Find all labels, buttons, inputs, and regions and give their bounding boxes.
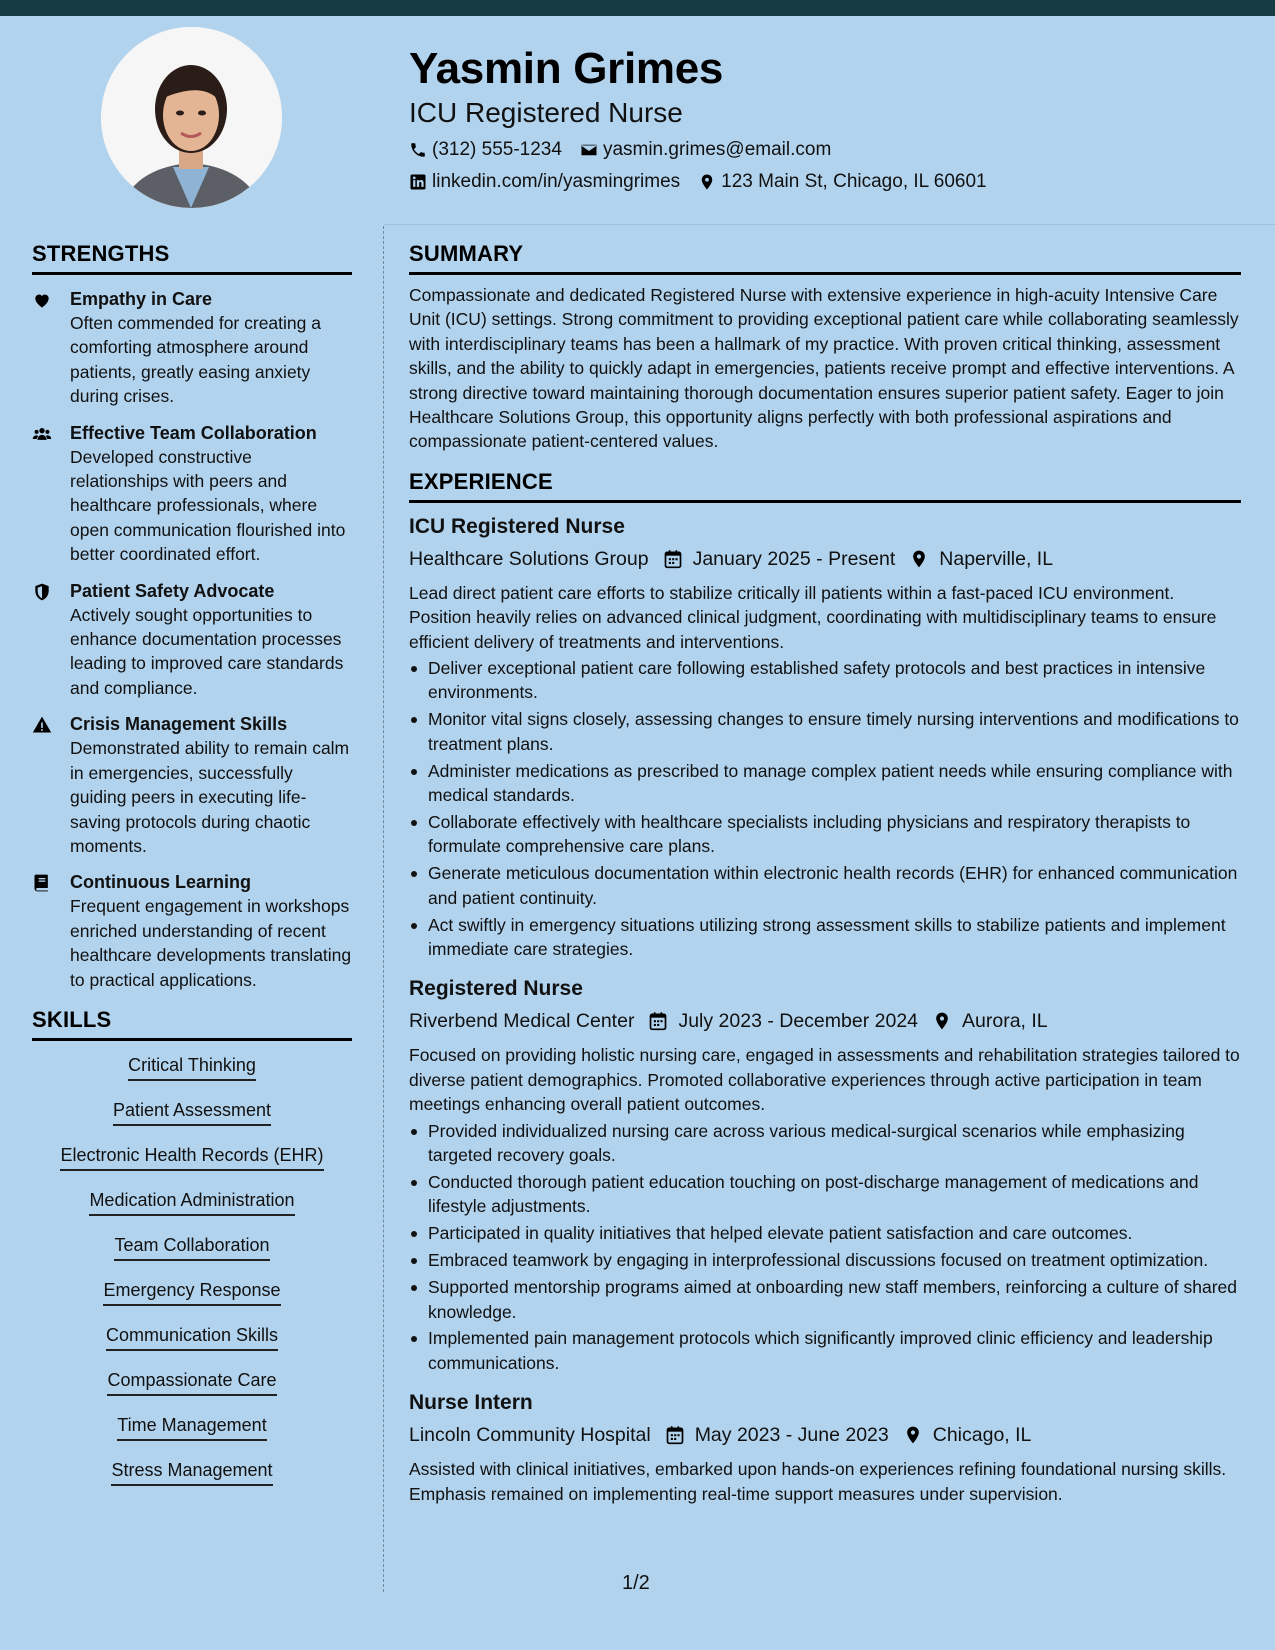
job-bullet: Deliver exceptional patient care following established safety protocols and best practices in intensive environments. [409,656,1241,705]
candidate-name: Yasmin Grimes [409,44,724,93]
job-bullets [409,1119,1241,1376]
linkedin-icon [409,173,427,191]
linkedin-text[interactable]: linkedin.com/in/yasmingrimes [432,171,681,192]
skill-item: Compassionate Care [107,1368,276,1396]
job-company: Lincoln Community Hospital [409,1424,651,1447]
job-dates: May 2023 - June 2023 [694,1424,889,1447]
skill-item: Team Collaboration [114,1233,269,1261]
job-location: Naperville, IL [939,547,1054,570]
profile-photo [101,27,282,208]
strength-item [32,870,352,992]
address-text: 123 Main St, Chicago, IL 60601 [721,171,987,192]
page-number: 1/2 [622,1572,650,1594]
calendar-icon [665,1425,685,1445]
job-entry [409,513,1241,962]
job-bullet: Collaborate effectively with healthcare specialists including physicians and respiratory therapists to formulate comprehensive care plans. [409,810,1241,859]
strength-desc: Frequent engagement in workshops enriched understanding of recent healthcare developments translating to practical applications. [70,896,352,990]
map-pin-icon [909,549,929,569]
skill-item: Communication Skills [106,1323,278,1351]
strength-item [32,287,352,409]
strength-item [32,421,352,567]
job-bullet: Act swiftly in emergency situations utilizing strong assessment skills to stabilize patients and implement immediate care strategies. [409,913,1241,962]
phone-contact [409,139,562,161]
job-dates: January 2025 - Present [692,547,896,570]
strength-title: Continuous Learning [70,872,251,893]
linkedin-contact[interactable] [409,171,680,193]
skills-heading: SKILLS [32,1006,352,1041]
strength-title: Patient Safety Advocate [70,580,275,601]
book-icon [32,873,52,893]
job-bullet: Generate meticulous documentation within electronic health records (EHR) for enhanced communication and patient continuity. [409,861,1241,910]
contact-row-1 [409,138,1229,162]
job-location-wrap [903,1421,1032,1449]
skill-item: Electronic Health Records (EHR) [60,1143,323,1171]
job-bullet: Supported mentorship programs aimed at onboarding new staff members, reinforcing a culture of shared knowledge. [409,1275,1241,1324]
header-divider [384,224,1275,225]
shield-icon [32,582,52,602]
job-role: ICU Registered Nurse [409,514,625,538]
skill-item: Time Management [117,1413,266,1441]
job-meta [409,1421,1241,1449]
skill-item: Patient Assessment [113,1098,271,1126]
job-dates-wrap [648,1007,918,1035]
strengths-heading: STRENGTHS [32,240,352,275]
job-location: Aurora, IL [962,1010,1048,1033]
phone-icon [409,141,427,159]
strength-desc: Often commended for creating a comforting atmosphere around patients, greatly easing anxiety during crises. [70,313,321,407]
job-bullet: Monitor vital signs closely, assessing changes to ensure timely nursing interventions and modifications to treatment plans. [409,707,1241,756]
job-bullet: Implemented pain management protocols which significantly improved clinic efficiency and leadership communications. [409,1326,1241,1375]
phone-text: (312) 555-1234 [432,139,562,160]
calendar-icon [648,1011,668,1031]
job-entry [409,975,1241,1375]
strength-title: Effective Team Collaboration [70,422,317,443]
skill-item: Emergency Response [103,1278,280,1306]
calendar-icon [663,549,683,569]
skills-list [32,1053,352,1503]
candidate-title: ICU Registered Nurse [409,97,683,128]
skill-item: Medication Administration [89,1188,294,1216]
job-location-wrap [932,1007,1048,1035]
address-contact [698,171,986,193]
job-description: Assisted with clinical initiatives, embarked upon hands-on experiences refining foundational nursing skills. Emphasis remained on implementing real-time support measures under supervision. [409,1459,1227,1504]
job-bullet: Administer medications as prescribed to manage complex patient needs while ensuring compliance with medical standards. [409,759,1241,808]
contact-row-2 [409,170,1229,194]
users-icon [32,424,52,444]
email-contact[interactable] [580,139,831,161]
map-pin-icon [903,1425,923,1445]
strength-desc: Actively sought opportunities to enhance documentation processes leading to improved care standards and compliance. [70,604,344,698]
job-role: Registered Nurse [409,977,583,1001]
job-dates-wrap [663,545,896,573]
job-description: Lead direct patient care efforts to stabilize critically ill patients within a fast-paced ICU environment. Position heavily relies on advanced clinical judgment, coordinating with multidisciplinary teams to ensure efficient delivery of treatments and interventions. [409,582,1217,652]
job-meta [409,1007,1241,1035]
skill-item: Stress Management [111,1458,272,1486]
job-bullet: Embraced teamwork by engaging in interprofessional discussions focused on treatment optimization. [409,1248,1241,1272]
strength-item [32,579,352,701]
job-role: Nurse Intern [409,1391,533,1415]
job-bullet: Provided individualized nursing care across various medical-surgical scenarios while emphasizing targeted recovery goals. [409,1119,1241,1168]
skill-item: Critical Thinking [128,1053,256,1081]
experience-heading: EXPERIENCE [409,468,1241,503]
resume-header [409,40,1229,194]
job-description: Focused on providing holistic nursing care, engaged in assessments and rehabilitation strategies tailored to diverse patient demographics. Promoted collaborative experiences through active participation in team meetings enhancing overall patient outcomes. [409,1045,1240,1115]
job-location: Chicago, IL [932,1424,1032,1447]
summary-heading: SUMMARY [409,240,1241,275]
top-bar [0,0,1275,16]
job-location-wrap [909,545,1053,573]
right-column [409,240,1241,1506]
heart-icon [32,290,52,310]
summary-text: Compassionate and dedicated Registered Nurse with extensive experience in high-acuity Intensive Care Unit (ICU) settings. Strong commitment to providing exceptional patient care while collaborating seamlessly with interdisciplinary teams has been a hallmark of my practice. With proven critical thinking, assessment skills, and the ability to quickly adapt in emergencies, patients receive prompt and effective interventions. A strong directive toward maintaining thorough documentation ensures superior patient safety. Eager to join Healthcare Solutions Group, this opportunity aligns perfectly with both professional aspirations and compassionate patient-centered values. [409,285,1239,452]
column-divider [383,226,384,1592]
strength-desc: Demonstrated ability to remain calm in emergencies, successfully guiding peers in executing life-saving protocols during chaotic moments. [70,738,350,856]
warning-icon [32,715,52,735]
job-dates-wrap [665,1421,889,1449]
job-company: Riverbend Medical Center [409,1010,635,1033]
job-entry [409,1389,1241,1506]
left-column [32,240,352,1503]
map-pin-icon [932,1011,952,1031]
job-bullet: Conducted thorough patient education touching on post-discharge management of medications and lifestyle adjustments. [409,1170,1241,1219]
job-bullet: Participated in quality initiatives that helped elevate patient satisfaction and care outcomes. [409,1221,1241,1245]
strengths-list [32,287,352,992]
job-meta [409,545,1241,573]
envelope-icon [580,141,598,159]
job-dates: July 2023 - December 2024 [678,1010,919,1033]
job-company: Healthcare Solutions Group [409,547,649,570]
strength-title: Crisis Management Skills [70,714,288,735]
strength-desc: Developed constructive relationships with peers and healthcare professionals, where open communication flourished into better coordinated effort. [70,446,346,565]
strength-title: Empathy in Care [70,289,213,309]
email-text[interactable]: yasmin.grimes@email.com [602,139,832,160]
map-pin-icon [698,173,716,191]
job-bullets [409,656,1241,961]
strength-item [32,712,352,858]
